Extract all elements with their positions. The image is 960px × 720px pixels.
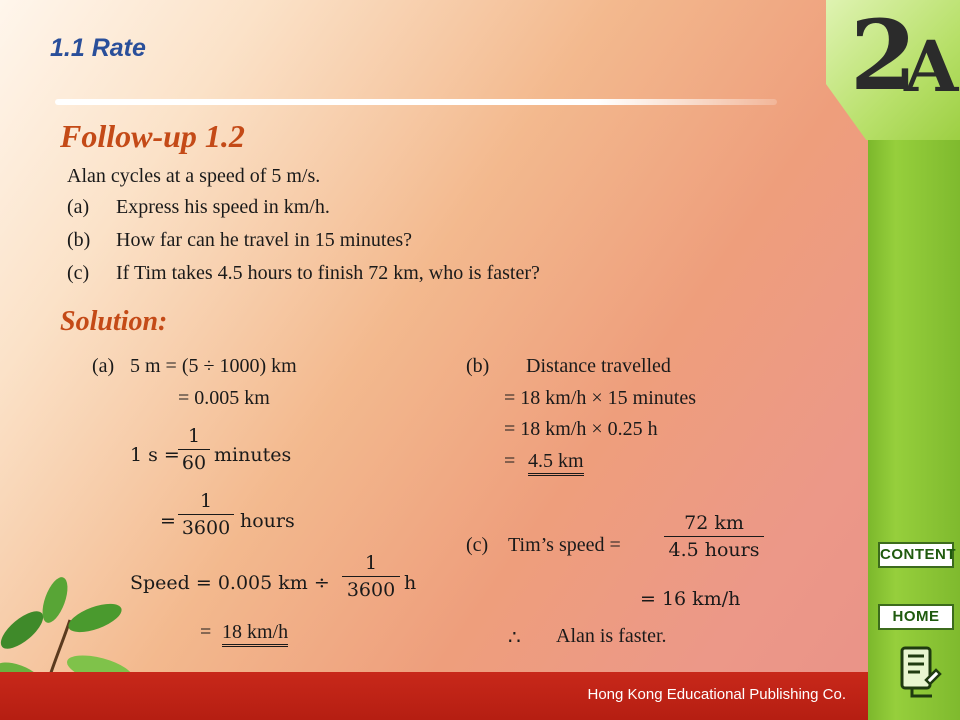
part-c-conclusion: Alan is faster. xyxy=(556,625,667,647)
question-b xyxy=(67,229,412,252)
part-b-line2: = 18 km/h × 15 minutes xyxy=(504,387,697,409)
part-a-answer: 18 km/h xyxy=(222,621,288,647)
speed-unit: h xyxy=(404,572,417,594)
therefore-symbol: ∴ xyxy=(508,627,521,649)
question-label: (a) xyxy=(67,196,90,218)
question-text: How far can he travel in 15 minutes? xyxy=(116,229,413,251)
part-c-label: (c) xyxy=(466,534,489,556)
tim-speed-fraction xyxy=(664,512,764,561)
seconds-fraction xyxy=(178,425,210,474)
logo-number: 2 xyxy=(850,0,917,112)
seconds-lhs: 1 s = xyxy=(130,444,180,466)
section-label: 1.1 Rate xyxy=(50,34,146,62)
part-c-result: = 16 km/h xyxy=(640,588,741,610)
fraction-denominator: 3600 xyxy=(181,517,231,539)
home-button[interactable]: HOME xyxy=(878,604,954,630)
page-title: Follow-up 1.2 xyxy=(60,118,245,154)
content-button[interactable]: CONTENT xyxy=(878,542,954,568)
fraction-bar xyxy=(342,576,400,577)
fraction-numerator: 1 xyxy=(199,490,213,512)
speed-fraction xyxy=(342,552,400,601)
question-label: (c) xyxy=(67,262,90,284)
fraction-numerator: 1 xyxy=(364,552,378,574)
part-a-answer-eq: = xyxy=(200,621,212,643)
solution-heading: Solution: xyxy=(60,306,168,337)
question-text: Express his speed in km/h. xyxy=(116,196,330,218)
fraction-bar xyxy=(178,449,210,450)
fraction-numerator: 1 xyxy=(187,425,201,447)
question-a xyxy=(67,196,330,219)
fraction-denominator: 4.5 hours xyxy=(668,539,760,561)
fraction-bar xyxy=(178,514,234,515)
question-c xyxy=(67,262,540,285)
question-text: If Tim takes 4.5 hours to finish 72 km, who is faster? xyxy=(116,262,540,284)
part-b-label: (b) xyxy=(466,355,490,377)
part-b-answer: 4.5 km xyxy=(528,450,584,476)
fraction-bar xyxy=(664,536,764,537)
fraction-denominator: 60 xyxy=(181,452,207,474)
part-a-line1: 5 m = (5 ÷ 1000) km xyxy=(130,355,297,377)
part-b-line1: Distance travelled xyxy=(526,355,671,377)
part-b-line3: = 18 km/h × 0.25 h xyxy=(504,418,658,440)
logo-letter: A xyxy=(904,25,959,108)
question-label: (b) xyxy=(67,229,91,251)
fraction-numerator: 72 km xyxy=(684,512,744,534)
title-divider xyxy=(55,99,777,105)
hours-fraction xyxy=(178,490,234,539)
part-b-answer-eq: = xyxy=(504,450,516,472)
notebook-icon[interactable] xyxy=(898,640,942,700)
part-a-line2: = 0.005 km xyxy=(178,387,270,409)
book-logo xyxy=(846,0,959,122)
part-a-label: (a) xyxy=(92,355,115,377)
fraction-denominator: 3600 xyxy=(346,579,396,601)
problem-intro: Alan cycles at a speed of 5 m/s. xyxy=(67,165,321,187)
part-c-lhs: Tim’s speed = xyxy=(508,534,621,556)
hours-eq: = xyxy=(160,510,176,532)
publisher-name: Hong Kong Educational Publishing Co. xyxy=(587,686,846,703)
footer-bar xyxy=(0,672,868,720)
speed-lhs: Speed = 0.005 km ÷ xyxy=(130,572,330,594)
seconds-unit: minutes xyxy=(214,444,292,466)
hours-unit: hours xyxy=(240,510,295,532)
